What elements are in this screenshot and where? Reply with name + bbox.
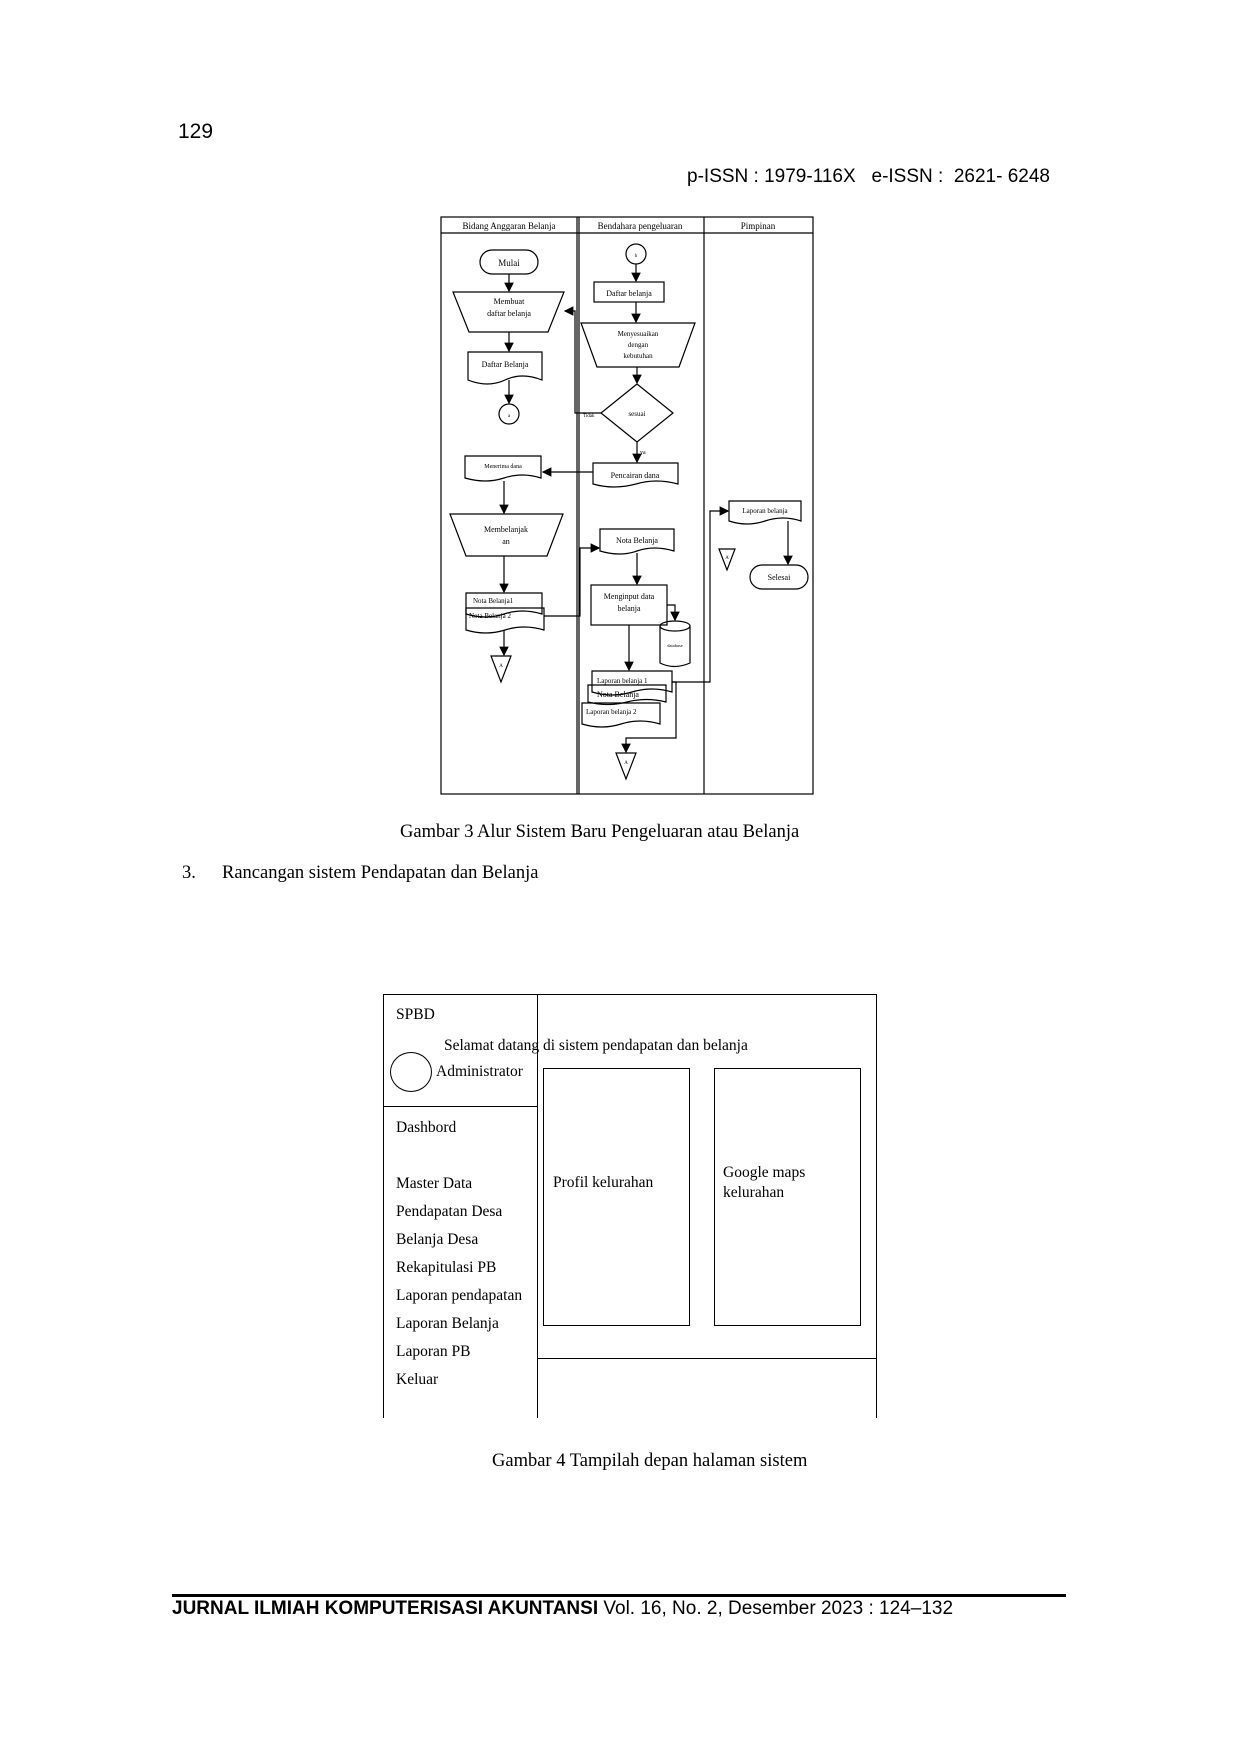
flow-label: Tidak [583,414,595,419]
flow-label: Nota Belanja1 [473,597,514,605]
flow-label: belanja [617,604,641,613]
section-heading [182,863,538,884]
flow-label: Menyesuaikan [617,330,659,338]
offpage-connector [491,656,511,682]
flow-label: dengan [627,341,649,349]
flow-label: b [634,254,638,259]
menu-item-master-data[interactable]: Master Data [396,1175,473,1192]
mockup-frame-line [876,994,877,1418]
flow-label: Nota Belanja 2 [469,612,511,620]
flow-label: A [725,556,729,561]
ui-mockup-figure [383,994,877,1418]
flow-label: Pencairan dana [610,471,660,480]
flow-label: Membuat [493,297,525,306]
flow-label: Selesai [767,573,791,582]
flow-label: A [499,664,503,669]
menu-item-laporan-pb[interactable]: Laporan PB [396,1343,471,1360]
issn-line: p-ISSN : 1979-116X e-ISSN : 2621- 6248 [687,166,1050,187]
mockup-footer-divider [537,1358,877,1359]
flow-label: ya [640,450,646,456]
menu-item-dashbord[interactable]: Dashbord [396,1119,457,1136]
flow-label: a [507,414,511,419]
flowchart-figure [440,216,815,796]
page-number: 129 [178,120,214,143]
avatar [390,1052,432,1092]
footer-rule [172,1594,1066,1597]
welcome-text: Selamat datang di sistem pendapatan dan belanja [444,1037,748,1054]
mockup-header-divider [383,1106,538,1107]
app-name: SPBD [396,1006,435,1023]
user-role: Administrator [436,1063,523,1080]
flow-label: Mulai [498,258,520,268]
section-title: Rancangan sistem Pendapatan dan Belanja [222,863,539,883]
flow-label: Membelanjak [484,525,528,534]
flow-label: an [502,537,510,546]
profile-panel-label: Profil kelurahan [553,1174,654,1191]
flow-label: Daftar belanja [606,289,652,298]
flow-label: Daftar Belanja [481,360,529,369]
menu-item-belanja-desa[interactable]: Belanja Desa [396,1231,479,1248]
flow-label: Menginput data [603,592,655,601]
menu-item-pendapatan-desa[interactable]: Pendapatan Desa [396,1203,503,1220]
menu-item-laporan-belanja[interactable]: Laporan Belanja [396,1315,499,1332]
flow-label: Laporan belanja [742,507,788,515]
flow-label: A [624,761,628,766]
journal-volume: Vol. 16, No. 2, Desember 2023 : 124–132 [598,1598,954,1619]
flow-label: kebutuhan [623,352,653,360]
section-number: 3. [182,863,196,883]
mockup-frame-line [383,994,384,1418]
menu-item-rekapitulasi-pb[interactable]: Rekapitulasi PB [396,1259,497,1276]
manual-operation-shape [450,514,563,556]
lane-header: Pimpinan [740,221,776,231]
flow-label: Nota Belanja [597,690,639,699]
flow-label: Menerima dana [484,464,522,470]
lane-header: Bidang Anggaran Belanja [462,221,556,231]
flow-label: daftar belanja [487,309,531,318]
database-shape [660,621,690,631]
lane-header: Bendahara pengeluaran [597,221,683,231]
offpage-connector [616,753,636,779]
menu-item-keluar[interactable]: Keluar [396,1371,439,1388]
maps-panel-label: kelurahan [723,1184,785,1201]
figure-4-caption: Gambar 4 Tampilah depan halaman sistem [492,1451,808,1471]
mockup-sidebar-divider [537,994,538,1418]
mockup-frame-line [383,994,877,995]
flow-label: Nota Belanja [616,536,658,545]
flow-label: Laporan belanja 1 [597,677,648,685]
flow-label: sesuai [628,410,646,418]
menu-item-laporan-pendapatan[interactable]: Laporan pendapatan [396,1287,523,1304]
flow-label: database [667,643,683,648]
profile-panel [543,1068,690,1326]
figure-3-caption: Gambar 3 Alur Sistem Baru Pengeluaran atau Belanja [400,822,800,842]
journal-footer [172,1598,953,1620]
maps-panel-label: Google maps [723,1164,806,1181]
journal-name: JURNAL ILMIAH KOMPUTERISASI AKUNTANSI [172,1598,599,1619]
flow-label: Laporan belanja 2 [586,708,637,716]
